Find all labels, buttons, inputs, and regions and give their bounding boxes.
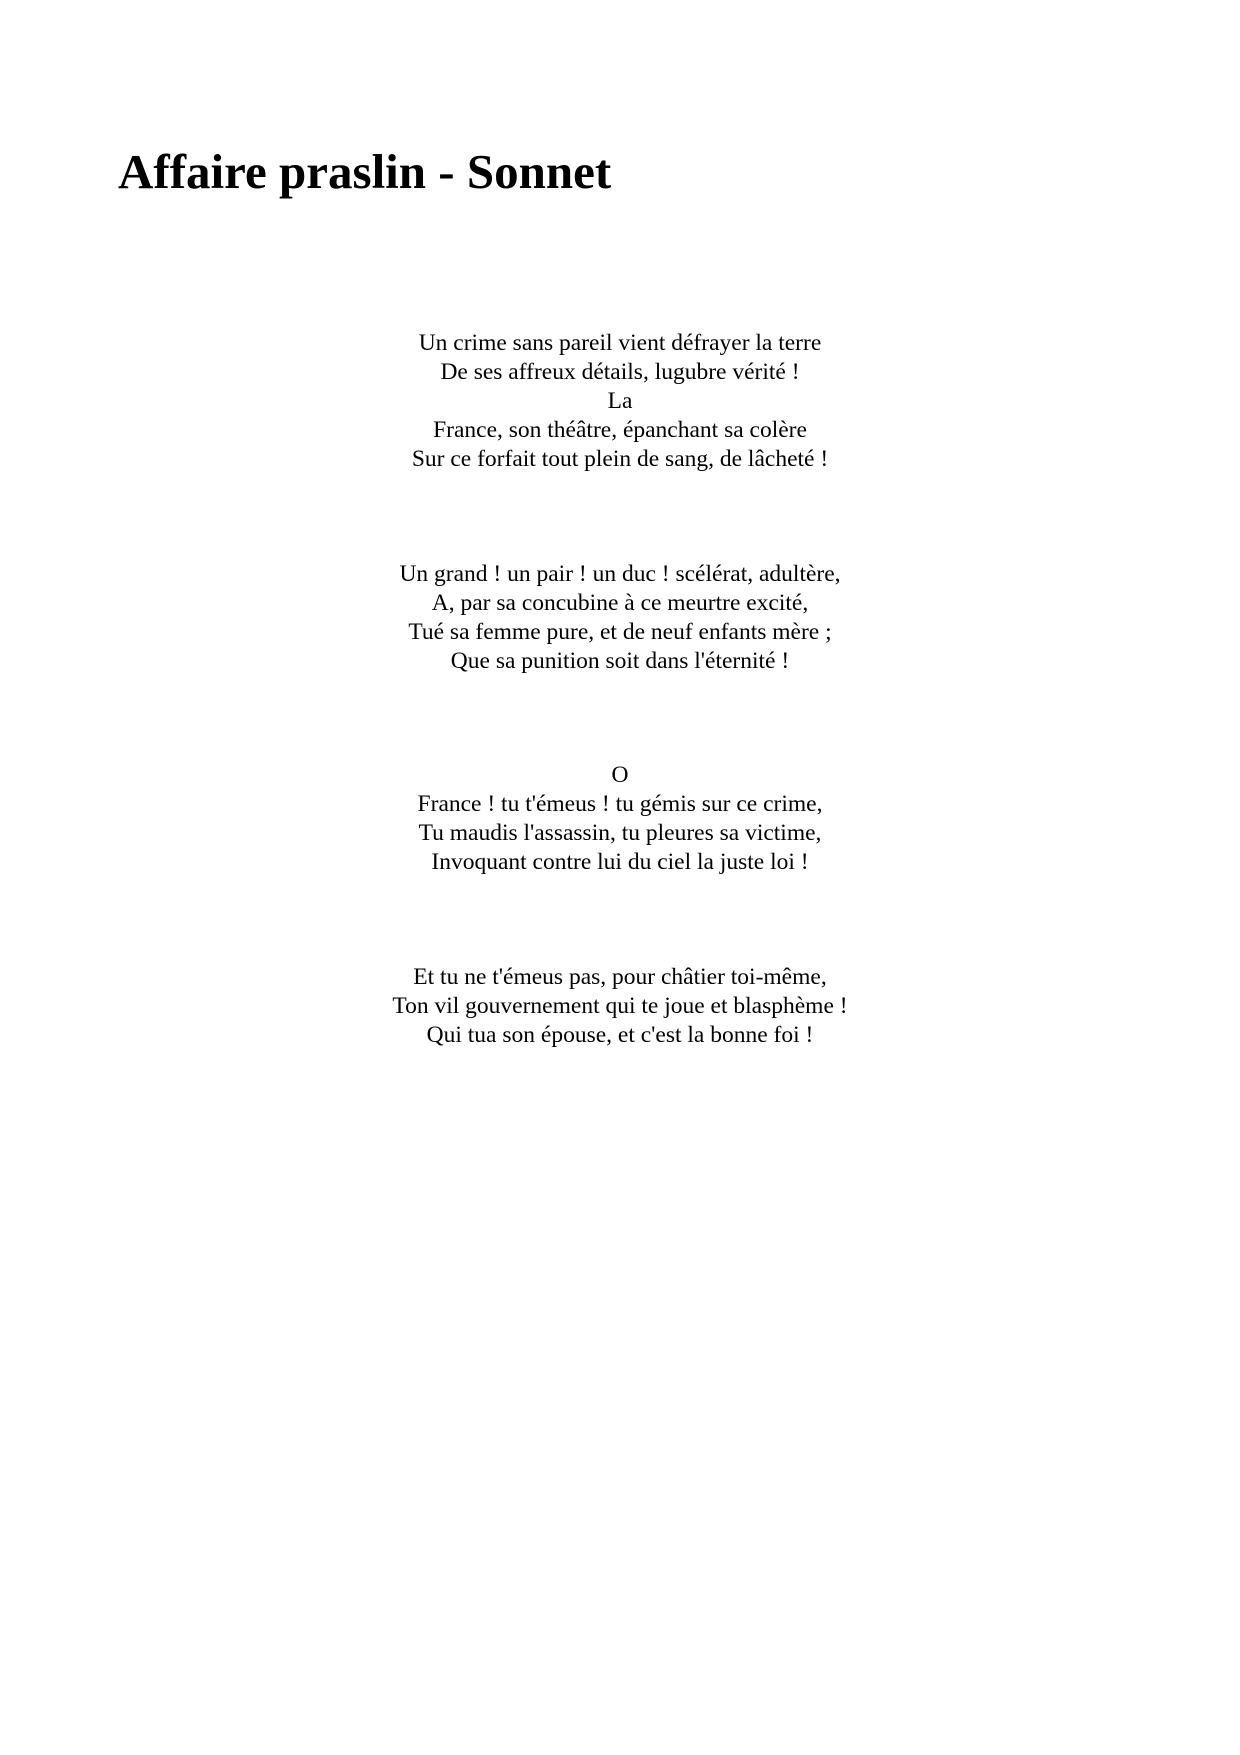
poem-line: Que sa punition soit dans l'éternité ! xyxy=(450,648,790,674)
poem-line: France, son théâtre, épanchant sa colère xyxy=(433,417,807,443)
poem-line: De ses affreux détails, lugubre vérité ! xyxy=(440,359,800,385)
poem-line: Tu maudis l'assassin, tu pleures sa victime, xyxy=(418,820,822,846)
poem-line: Qui tua son épouse, et c'est la bonne foi ! xyxy=(426,1022,814,1048)
poem-line: Et tu ne t'émeus pas, pour châtier toi-même, xyxy=(413,964,827,990)
stanza-4 xyxy=(0,963,1240,1050)
page-title: Affaire praslin - Sonnet xyxy=(118,144,612,199)
poem-line: O xyxy=(611,762,629,788)
poem-line: A, par sa concubine à ce meurtre excité, xyxy=(431,590,809,616)
stanza-2 xyxy=(0,560,1240,676)
poem-line: Ton vil gouvernement qui te joue et blasphème ! xyxy=(392,993,848,1019)
poem-line: Invoquant contre lui du ciel la juste loi ! xyxy=(431,849,809,875)
poem-line: Un crime sans pareil vient défrayer la terre xyxy=(418,330,822,356)
poem-line: Un grand ! un pair ! un duc ! scélérat, adultère, xyxy=(399,561,841,587)
poem-line: Sur ce forfait tout plein de sang, de lâcheté ! xyxy=(411,446,829,472)
stanza-3 xyxy=(0,761,1240,877)
poem-line: Tué sa femme pure, et de neuf enfants mère ; xyxy=(408,619,832,645)
poem-line: France ! tu t'émeus ! tu gémis sur ce crime, xyxy=(417,791,823,817)
stanza-1 xyxy=(0,329,1240,474)
poem-line: La xyxy=(607,388,633,414)
